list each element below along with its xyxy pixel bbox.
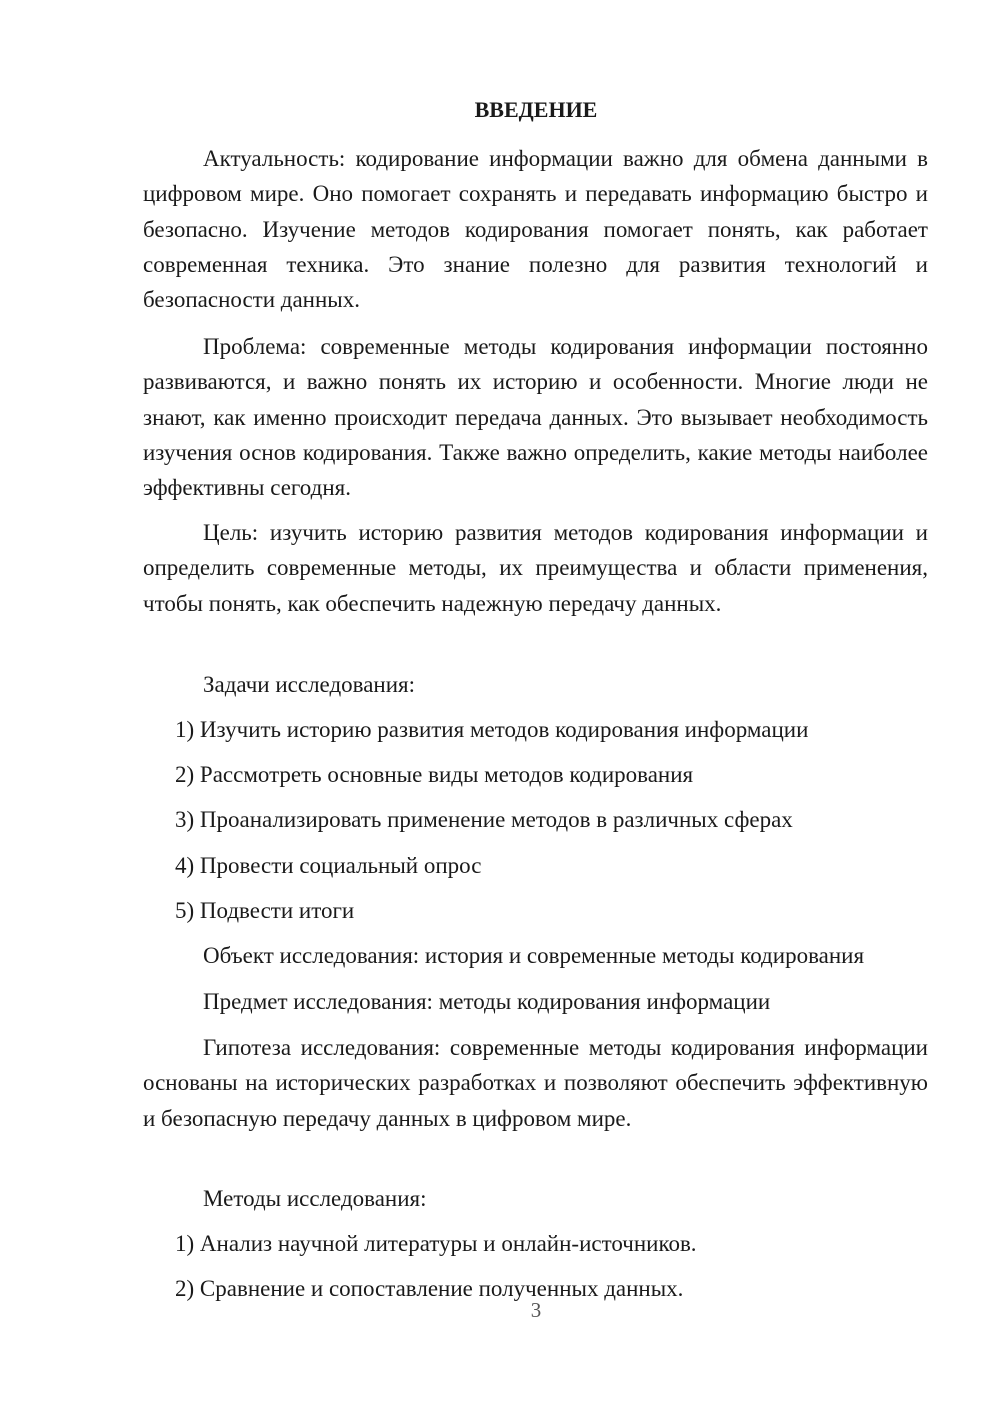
page-title: ВВЕДЕНИЕ <box>474 97 598 122</box>
relevance-paragraph: Актуальность: кодирование информации важно для обмена данными в цифровом мире. Оно помогает сохранять и передавать информацию быстро и безопасно. Изучение методов кодирования помогает понять, как работает современная техника. Это знание полезно для развития технологий и безопасности данных. <box>143 146 928 313</box>
hypothesis-paragraph: Гипотеза исследования: современные методы кодирования информации основаны на исторических разработках и позволяют обеспечить эффективную и безопасную передачу данных в цифровом мире. <box>143 1035 928 1131</box>
list-item: 1) Анализ научной литературы и онлайн-источников. <box>175 1231 697 1256</box>
list-item: 2) Сравнение и сопоставление полученных данных. <box>175 1276 684 1301</box>
methods-title: Методы исследования: <box>203 1186 427 1211</box>
list-item: 4) Провести социальный опрос <box>175 853 482 878</box>
list-item: 5) Подвести итоги <box>175 898 355 923</box>
goal-paragraph: Цель: изучить историю развития методов кодирования информации и определить современные методы, их преимущества и области применения, чтобы понять, как обеспечить надежную передачу данных. <box>143 520 928 616</box>
problem-paragraph: Проблема: современные методы кодирования информации постоянно развиваются, и важно понять их историю и особенности. Многие люди не знают, как именно происходит передача данных. Это вызывает необходимость изучения основ кодирования. Также важно определить, какие методы наиболее эффективны сегодня. <box>143 334 928 501</box>
object-line: Объект исследования: история и современные методы кодирования <box>203 943 865 968</box>
subject-line: Предмет исследования: методы кодирования информации <box>203 989 771 1014</box>
tasks-title: Задачи исследования: <box>203 672 416 697</box>
list-item: 3) Проанализировать применение методов в различных сферах <box>175 807 793 832</box>
page-number: 3 <box>530 1298 542 1322</box>
list-item: 2) Рассмотреть основные виды методов кодирования <box>175 762 694 787</box>
list-item: 1) Изучить историю развития методов кодирования информации <box>175 717 809 742</box>
